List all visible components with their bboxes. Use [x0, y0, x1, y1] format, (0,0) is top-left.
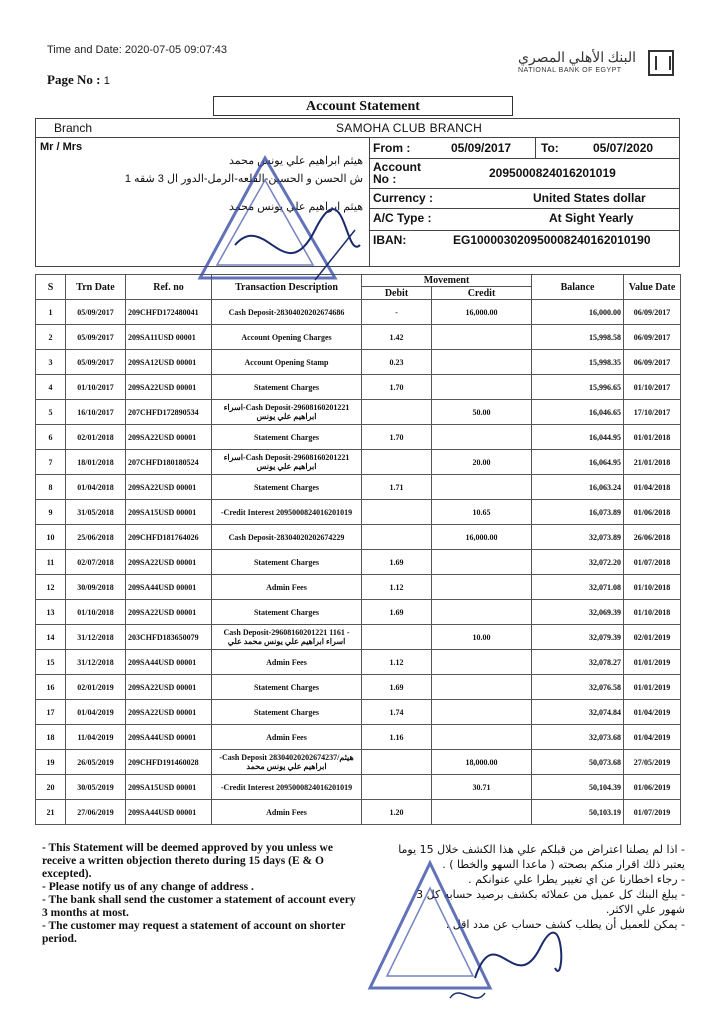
cell-description: Statement Charges — [212, 475, 362, 500]
cell-row-index: 10 — [36, 525, 66, 550]
cell-credit — [432, 550, 532, 575]
cell-balance: 32,072.20 — [532, 550, 624, 575]
iban-row — [369, 230, 679, 252]
table-row — [36, 600, 681, 625]
cell-description: -Cash Deposit 28304020202674237/هيثم ابراهيم علي يونس محمد — [212, 750, 362, 775]
cell-ref-no: 209SA44USD 00001 — [126, 725, 212, 750]
cell-row-index: 14 — [36, 625, 66, 650]
cell-row-index: 19 — [36, 750, 66, 775]
cell-debit — [362, 750, 432, 775]
note-ar-4: - يمكن للعميل أن يطلب كشف حساب عن مدد اقل . — [445, 918, 685, 931]
cell-balance: 32,069.39 — [532, 600, 624, 625]
table-row — [36, 775, 681, 800]
cell-description: Cash Deposit-28304020202674686 — [212, 300, 362, 325]
cell-row-index: 12 — [36, 575, 66, 600]
cell-ref-no: 209SA15USD 00001 — [126, 775, 212, 800]
cell-credit — [432, 575, 532, 600]
table-row — [36, 800, 681, 825]
cell-value-date: 01/01/2019 — [624, 675, 681, 700]
cell-credit — [432, 725, 532, 750]
cell-debit: 1.12 — [362, 650, 432, 675]
customer-label: Mr / Mrs — [40, 141, 83, 153]
cell-value-date: 01/04/2019 — [624, 725, 681, 750]
cell-trn-date: 25/06/2018 — [66, 525, 126, 550]
cell-row-index: 7 — [36, 450, 66, 475]
cell-row-index: 18 — [36, 725, 66, 750]
note-ar-2: - رجاء اخطارنا عن اي تغيير يطرا علي عنوانكم . — [468, 873, 685, 886]
page-number — [47, 72, 110, 88]
cell-balance: 32,073.89 — [532, 525, 624, 550]
table-row — [36, 400, 681, 425]
table-row — [36, 375, 681, 400]
cell-ref-no: 209SA22USD 00001 — [126, 600, 212, 625]
cell-balance: 15,998.58 — [532, 325, 624, 350]
cell-debit: 1.69 — [362, 550, 432, 575]
table-row — [36, 525, 681, 550]
cell-trn-date: 02/01/2018 — [66, 425, 126, 450]
currency-row — [369, 188, 679, 209]
col-header-balance: Balance — [532, 275, 624, 300]
cell-debit: 0.23 — [362, 350, 432, 375]
cell-ref-no: 209SA44USD 00001 — [126, 650, 212, 675]
cell-credit — [432, 375, 532, 400]
cell-row-index: 16 — [36, 675, 66, 700]
account-type-row — [369, 208, 679, 231]
col-header-description: Transaction Description — [212, 275, 362, 300]
cell-value-date: 01/06/2018 — [624, 500, 681, 525]
col-header-trn-date: Trn Date — [66, 275, 126, 300]
customer-name-secondary: هيثم ابراهيم علي يونس محمد — [229, 201, 363, 213]
bank-emblem-icon — [648, 50, 674, 76]
cell-balance: 50,073.68 — [532, 750, 624, 775]
iban-value: EG100003020950008240162010190 — [453, 233, 651, 247]
cell-balance: 16,063.24 — [532, 475, 624, 500]
cell-value-date: 01/10/2018 — [624, 600, 681, 625]
cell-description: Admin Fees — [212, 725, 362, 750]
cell-trn-date: 02/01/2019 — [66, 675, 126, 700]
cell-ref-no: 207CHFD180180524 — [126, 450, 212, 475]
table-row — [36, 650, 681, 675]
cell-balance: 15,996.65 — [532, 375, 624, 400]
cell-debit: 1.69 — [362, 675, 432, 700]
cell-credit: 10.00 — [432, 625, 532, 650]
cell-ref-no: 209SA44USD 00001 — [126, 800, 212, 825]
cell-description: Cash Deposit-29608160201221 1161 - اسراء ابراهيم علي يونس محمد علي — [212, 625, 362, 650]
cell-balance: 16,046.65 — [532, 400, 624, 425]
cell-balance: 32,071.08 — [532, 575, 624, 600]
cell-balance: 16,073.89 — [532, 500, 624, 525]
cell-value-date: 01/06/2019 — [624, 775, 681, 800]
cell-debit: 1.71 — [362, 475, 432, 500]
cell-trn-date: 27/06/2019 — [66, 800, 126, 825]
cell-row-index: 3 — [36, 350, 66, 375]
cell-description: Account Opening Stamp — [212, 350, 362, 375]
note-ar-3: - يبلغ البنك كل عميل من عملائه بكشف برصيد حسابه كل 3 شهور علي الاكثر. — [416, 888, 685, 916]
table-row — [36, 425, 681, 450]
currency-label: Currency : — [373, 191, 434, 205]
cell-description: Statement Charges — [212, 675, 362, 700]
cell-debit — [362, 450, 432, 475]
cell-description: Admin Fees — [212, 575, 362, 600]
cell-description: Statement Charges — [212, 375, 362, 400]
cell-balance: 32,078.27 — [532, 650, 624, 675]
table-row — [36, 500, 681, 525]
cell-debit — [362, 525, 432, 550]
cell-balance: 16,000.00 — [532, 300, 624, 325]
cell-row-index: 5 — [36, 400, 66, 425]
note-ar-1: - اذا لم يصلنا اعتراض من قبلكم علي هذا الكشف خلال 15 يوما يعتبر ذلك اقرار منكم بصحته ( ماعدا السهو والخطا ) . — [398, 843, 685, 871]
cell-debit: 1.70 — [362, 425, 432, 450]
cell-value-date: 17/10/2017 — [624, 400, 681, 425]
cell-description: Cash Deposit-28304020202674229 — [212, 525, 362, 550]
cell-credit: 20.00 — [432, 450, 532, 475]
cell-debit: 1.70 — [362, 375, 432, 400]
table-row — [36, 300, 681, 325]
cell-ref-no: 209SA12USD 00001 — [126, 350, 212, 375]
table-row — [36, 575, 681, 600]
cell-balance: 50,104.39 — [532, 775, 624, 800]
cell-value-date: 01/10/2017 — [624, 375, 681, 400]
cell-description: Account Opening Charges — [212, 325, 362, 350]
page-number-value: 1 — [103, 75, 110, 87]
table-row — [36, 625, 681, 650]
cell-ref-no: 209CHFD172480041 — [126, 300, 212, 325]
cell-ref-no: 209CHFD191460028 — [126, 750, 212, 775]
cell-credit: 30.71 — [432, 775, 532, 800]
to-date: 05/07/2020 — [593, 141, 654, 155]
col-header-s: S — [36, 275, 66, 300]
bank-logo — [518, 50, 678, 80]
cell-balance: 32,074.84 — [532, 700, 624, 725]
cell-debit — [362, 625, 432, 650]
cell-credit: 10.65 — [432, 500, 532, 525]
cell-ref-no: 209SA22USD 00001 — [126, 425, 212, 450]
cell-description: اسراء-Cash Deposit-29608160201221 ابراهيم علي يونس — [212, 400, 362, 425]
cell-balance: 32,073.68 — [532, 725, 624, 750]
cell-credit: 18,000.00 — [432, 750, 532, 775]
cell-trn-date: 01/04/2019 — [66, 700, 126, 725]
cell-trn-date: 31/05/2018 — [66, 500, 126, 525]
cell-trn-date: 01/10/2018 — [66, 600, 126, 625]
cell-value-date: 01/10/2018 — [624, 575, 681, 600]
cell-credit — [432, 325, 532, 350]
cell-description: اسراء-Cash Deposit-29608160201221 ابراهيم علي يونس — [212, 450, 362, 475]
cell-balance: 16,044.95 — [532, 425, 624, 450]
period-row — [369, 138, 679, 159]
cell-value-date: 01/01/2019 — [624, 650, 681, 675]
cell-value-date: 06/09/2017 — [624, 325, 681, 350]
bank-name-english: NATIONAL BANK OF EGYPT — [518, 67, 622, 74]
cell-value-date: 26/06/2018 — [624, 525, 681, 550]
transactions-body — [36, 300, 681, 825]
cell-trn-date: 30/09/2018 — [66, 575, 126, 600]
cell-ref-no: 209SA44USD 00001 — [126, 575, 212, 600]
cell-credit — [432, 675, 532, 700]
cell-trn-date: 02/07/2018 — [66, 550, 126, 575]
cell-value-date: 06/09/2017 — [624, 300, 681, 325]
account-number-label: Account No : — [373, 160, 421, 186]
cell-trn-date: 31/12/2018 — [66, 625, 126, 650]
table-row — [36, 750, 681, 775]
cell-row-index: 9 — [36, 500, 66, 525]
col-header-value-date: Value Date — [624, 275, 681, 300]
cell-value-date: 06/09/2017 — [624, 350, 681, 375]
cell-row-index: 6 — [36, 425, 66, 450]
account-type-label: A/C Type : — [373, 211, 432, 225]
bank-stamp-bottom — [365, 858, 575, 1008]
cell-row-index: 11 — [36, 550, 66, 575]
cell-credit: 16,000.00 — [432, 300, 532, 325]
cell-debit — [362, 400, 432, 425]
customer-name: هيثم ابراهيم علي يونس محمد — [229, 155, 363, 167]
account-type-value: At Sight Yearly — [549, 211, 634, 225]
cell-ref-no: 209SA22USD 00001 — [126, 475, 212, 500]
cell-debit: 1.16 — [362, 725, 432, 750]
cell-value-date: 01/07/2019 — [624, 800, 681, 825]
cell-credit — [432, 800, 532, 825]
customer-address: ش الحسن و الحسين-القلعه-الرمل-الدور ال 3 شقه 1 — [124, 173, 363, 185]
table-row — [36, 675, 681, 700]
cell-debit: 1.20 — [362, 800, 432, 825]
cell-balance: 50,103.19 — [532, 800, 624, 825]
cell-description: Statement Charges — [212, 425, 362, 450]
transactions-table — [35, 274, 681, 825]
cell-balance: 16,064.95 — [532, 450, 624, 475]
cell-description: Admin Fees — [212, 800, 362, 825]
cell-row-index: 15 — [36, 650, 66, 675]
cell-credit — [432, 700, 532, 725]
cell-debit — [362, 775, 432, 800]
cell-trn-date: 05/09/2017 — [66, 350, 126, 375]
cell-row-index: 17 — [36, 700, 66, 725]
cell-credit: 16,000.00 — [432, 525, 532, 550]
cell-description: Statement Charges — [212, 550, 362, 575]
cell-trn-date: 01/10/2017 — [66, 375, 126, 400]
page-label: Page No : — [47, 72, 104, 87]
cell-description: -Credit Interest 2095000824016201019 — [212, 775, 362, 800]
cell-row-index: 21 — [36, 800, 66, 825]
col-header-debit: Debit — [362, 287, 432, 300]
bank-stamp-top — [195, 150, 365, 300]
iban-label: IBAN: — [373, 233, 407, 247]
cell-balance: 32,076.58 — [532, 675, 624, 700]
cell-ref-no: 203CHFD183650079 — [126, 625, 212, 650]
cell-trn-date: 05/09/2017 — [66, 325, 126, 350]
cell-credit: 50.00 — [432, 400, 532, 425]
cell-row-index: 13 — [36, 600, 66, 625]
from-date: 05/09/2017 — [451, 141, 512, 155]
col-header-credit: Credit — [432, 287, 532, 300]
account-number-row — [369, 158, 679, 189]
from-label: From : — [373, 141, 411, 155]
cell-row-index: 20 — [36, 775, 66, 800]
table-row — [36, 325, 681, 350]
cell-ref-no: 209CHFD181764026 — [126, 525, 212, 550]
cell-description: -Credit Interest 2095000824016201019 — [212, 500, 362, 525]
branch-label: Branch — [54, 121, 93, 135]
cell-trn-date: 31/12/2018 — [66, 650, 126, 675]
cell-row-index: 2 — [36, 325, 66, 350]
account-number: 2095000824016201019 — [489, 166, 616, 180]
cell-credit — [432, 650, 532, 675]
table-row — [36, 550, 681, 575]
cell-description: Admin Fees — [212, 650, 362, 675]
cell-credit — [432, 350, 532, 375]
table-row — [36, 475, 681, 500]
cell-trn-date: 01/04/2018 — [66, 475, 126, 500]
cell-debit: 1.74 — [362, 700, 432, 725]
cell-trn-date: 16/10/2017 — [66, 400, 126, 425]
table-row — [36, 450, 681, 475]
cell-value-date: 27/05/2019 — [624, 750, 681, 775]
notes-english — [42, 842, 362, 946]
cell-value-date: 01/07/2018 — [624, 550, 681, 575]
cell-trn-date: 05/09/2017 — [66, 300, 126, 325]
cell-trn-date: 18/01/2018 — [66, 450, 126, 475]
statement-title: Account Statement — [213, 96, 513, 116]
cell-trn-date: 11/04/2019 — [66, 725, 126, 750]
cell-ref-no: 207CHFD172890534 — [126, 400, 212, 425]
cell-debit — [362, 500, 432, 525]
cell-ref-no: 209SA22USD 00001 — [126, 675, 212, 700]
cell-ref-no: 209SA22USD 00001 — [126, 700, 212, 725]
cell-credit — [432, 600, 532, 625]
col-header-ref-no: Ref. no — [126, 275, 212, 300]
cell-debit: 1.12 — [362, 575, 432, 600]
cell-value-date: 01/04/2019 — [624, 700, 681, 725]
cell-description: Statement Charges — [212, 600, 362, 625]
note-en-4: - The customer may request a statement of account on shorter period. — [42, 920, 346, 945]
cell-ref-no: 209SA22USD 00001 — [126, 550, 212, 575]
cell-row-index: 8 — [36, 475, 66, 500]
cell-value-date: 01/01/2018 — [624, 425, 681, 450]
cell-balance: 32,079.39 — [532, 625, 624, 650]
currency-value: United States dollar — [533, 191, 646, 205]
to-label: To: — [541, 141, 559, 155]
print-datetime: Time and Date: 2020-07-05 09:07:43 — [47, 44, 227, 56]
cell-debit: 1.69 — [362, 600, 432, 625]
cell-ref-no: 209SA22USD 00001 — [126, 375, 212, 400]
cell-row-index: 1 — [36, 300, 66, 325]
note-en-3: - The bank shall send the customer a statement of account every 3 months at most. — [42, 894, 356, 919]
col-header-movement: Movement — [362, 275, 532, 287]
cell-trn-date: 30/05/2019 — [66, 775, 126, 800]
cell-value-date: 02/01/2019 — [624, 625, 681, 650]
note-en-1: - This Statement will be deemed approved by you unless we receive a written objection thereto during 15 days (E & O excepted). — [42, 842, 333, 880]
branch-row — [36, 119, 679, 138]
table-row — [36, 725, 681, 750]
cell-balance: 15,998.35 — [532, 350, 624, 375]
cell-ref-no: 209SA15USD 00001 — [126, 500, 212, 525]
cell-debit: 1.42 — [362, 325, 432, 350]
bank-name-arabic: البنك الأهلي المصري — [518, 51, 637, 66]
cell-value-date: 01/04/2018 — [624, 475, 681, 500]
cell-description: Statement Charges — [212, 700, 362, 725]
cell-debit: - — [362, 300, 432, 325]
branch-name: SAMOHA CLUB BRANCH — [336, 121, 483, 135]
cell-credit — [432, 425, 532, 450]
cell-ref-no: 209SA11USD 00001 — [126, 325, 212, 350]
note-en-2: - Please notify us of any change of address . — [42, 881, 254, 893]
table-row — [36, 350, 681, 375]
cell-trn-date: 26/05/2019 — [66, 750, 126, 775]
table-row — [36, 700, 681, 725]
cell-credit — [432, 475, 532, 500]
cell-row-index: 4 — [36, 375, 66, 400]
cell-value-date: 21/01/2018 — [624, 450, 681, 475]
